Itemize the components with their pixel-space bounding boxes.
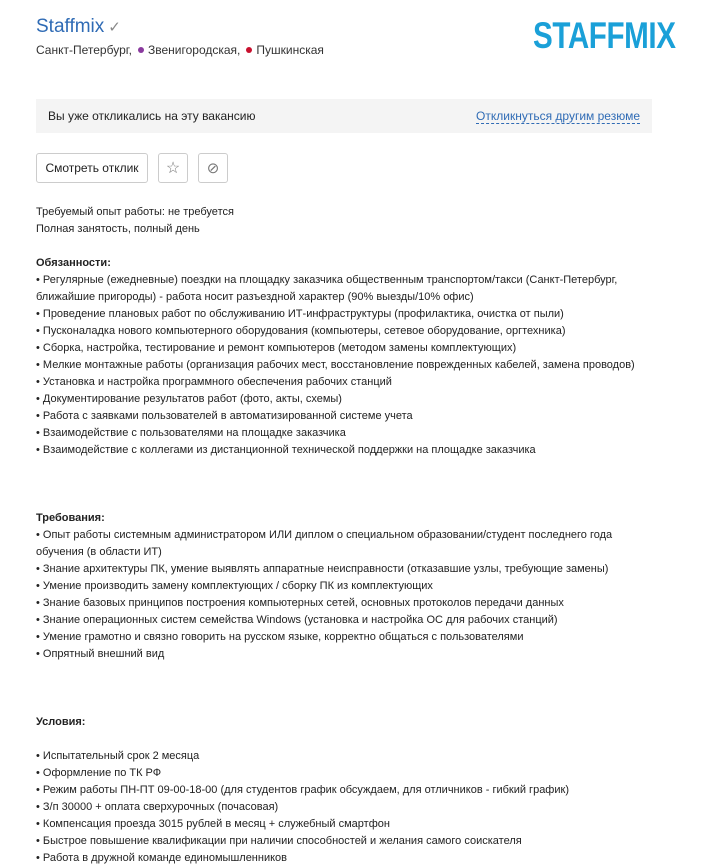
verified-check-icon: ✓ [108, 19, 121, 36]
list-item: • Знание операционных систем семейства Windows (установка и настройка ОС для рабочих станций) [36, 614, 558, 626]
experience-required: Требуемый опыт работы: не требуется [36, 206, 234, 218]
list-item: • Проведение плановых работ по обслуживанию ИТ-инфраструктуры (профилактика, очистка от пыли) [36, 308, 564, 320]
list-item: • Испытательный срок 2 месяца [36, 750, 200, 762]
list-item: • Опрятный внешний вид [36, 648, 165, 660]
action-buttons [36, 153, 238, 183]
metro-station [138, 43, 240, 57]
list-item: • Работа в дружной команде единомышленников [36, 852, 288, 864]
employment-type: Полная занятость, полный день [36, 223, 200, 235]
metro-name: Пушкинская [256, 43, 324, 57]
block-icon[interactable]: ⊘ [198, 153, 228, 183]
city: Санкт-Петербург, [36, 43, 132, 57]
address [36, 43, 324, 57]
metro-station [246, 43, 324, 57]
requirements-heading: Требования: [36, 512, 105, 524]
list-item: • Знание базовых принципов построения компьютерных сетей, основных протоколов передачи данных [36, 597, 564, 609]
list-item: • Быстрое повышение квалификации при наличии способностей и желания самого соискателя [36, 835, 522, 847]
list-item: • Умение грамотно и связно говорить на русском языке, корректно общаться с пользователями [36, 631, 524, 643]
duties-heading: Обязанности: [36, 257, 111, 269]
list-item: • Оформление по ТК РФ [36, 767, 162, 779]
metro-dot-icon [246, 47, 252, 53]
list-item: • Документирование результатов работ (фото, акты, схемы) [36, 393, 342, 405]
list-item: • З/п 30000 + оплата сверхурочных (почасовая) [36, 801, 279, 813]
favorite-star-icon[interactable]: ☆ [158, 153, 188, 183]
notice-text: Вы уже откликались на эту вакансию [48, 109, 256, 123]
list-item: • Опыт работы системным администратором ИЛИ диплом о специальном образовании/студент последнего года обучения (в области ИТ) [36, 529, 613, 558]
company-logo[interactable]: STAFFMIX [533, 15, 676, 56]
list-item: • Умение производить замену комплектующих / сборку ПК из комплектующих [36, 580, 433, 592]
list-item: • Мелкие монтажные работы (организация рабочих мест, восстановление поврежденных кабелей, замена проводов) [36, 359, 635, 371]
metro-dot-icon [138, 47, 144, 53]
list-item: • Регулярные (ежедневные) поездки на площадку заказчика общественным транспортом/такси (Санкт-Петербург, ближайшие пригороды) - работа носит разъездной характер (90% выезды/10% офис) [36, 274, 618, 303]
view-response-button[interactable]: Смотреть отклик [36, 153, 148, 183]
company-name-text[interactable]: Staffmix [36, 16, 105, 37]
list-item: • Пусконаладка нового компьютерного оборудования (компьютеры, сетевое оборудование, оргтехника) [36, 325, 566, 337]
metro-name: Звенигородская, [147, 43, 241, 57]
list-item: • Работа с заявками пользователей в автоматизированной системе учета [36, 410, 413, 422]
list-item: • Установка и настройка программного обеспечения рабочих станций [36, 376, 392, 388]
conditions-heading: Условия: [36, 716, 86, 728]
respond-other-resume-link[interactable]: Откликнуться другим резюме [476, 108, 640, 123]
response-notice [36, 99, 652, 133]
list-item: • Знание архитектуры ПК, умение выявлять аппаратные неисправности (отказавшие узлы, требующие замены) [36, 563, 609, 575]
company-name[interactable] [36, 16, 121, 38]
list-item: • Компенсация проезда 3015 рублей в месяц + служебный смартфон [36, 818, 390, 830]
list-item: • Взаимодействие с коллегами из дистанционной технической поддержки на площадке заказчика [36, 444, 536, 456]
list-item: • Режим работы ПН-ПТ 09-00-18-00 (для студентов график обсуждаем, для отличников - гибкий график) [36, 784, 569, 796]
vacancy-description [36, 204, 676, 867]
list-item: • Сборка, настройка, тестирование и ремонт компьютеров (методом замены комплектующих) [36, 342, 517, 354]
list-item: • Взаимодействие с пользователями на площадке заказчика [36, 427, 346, 439]
